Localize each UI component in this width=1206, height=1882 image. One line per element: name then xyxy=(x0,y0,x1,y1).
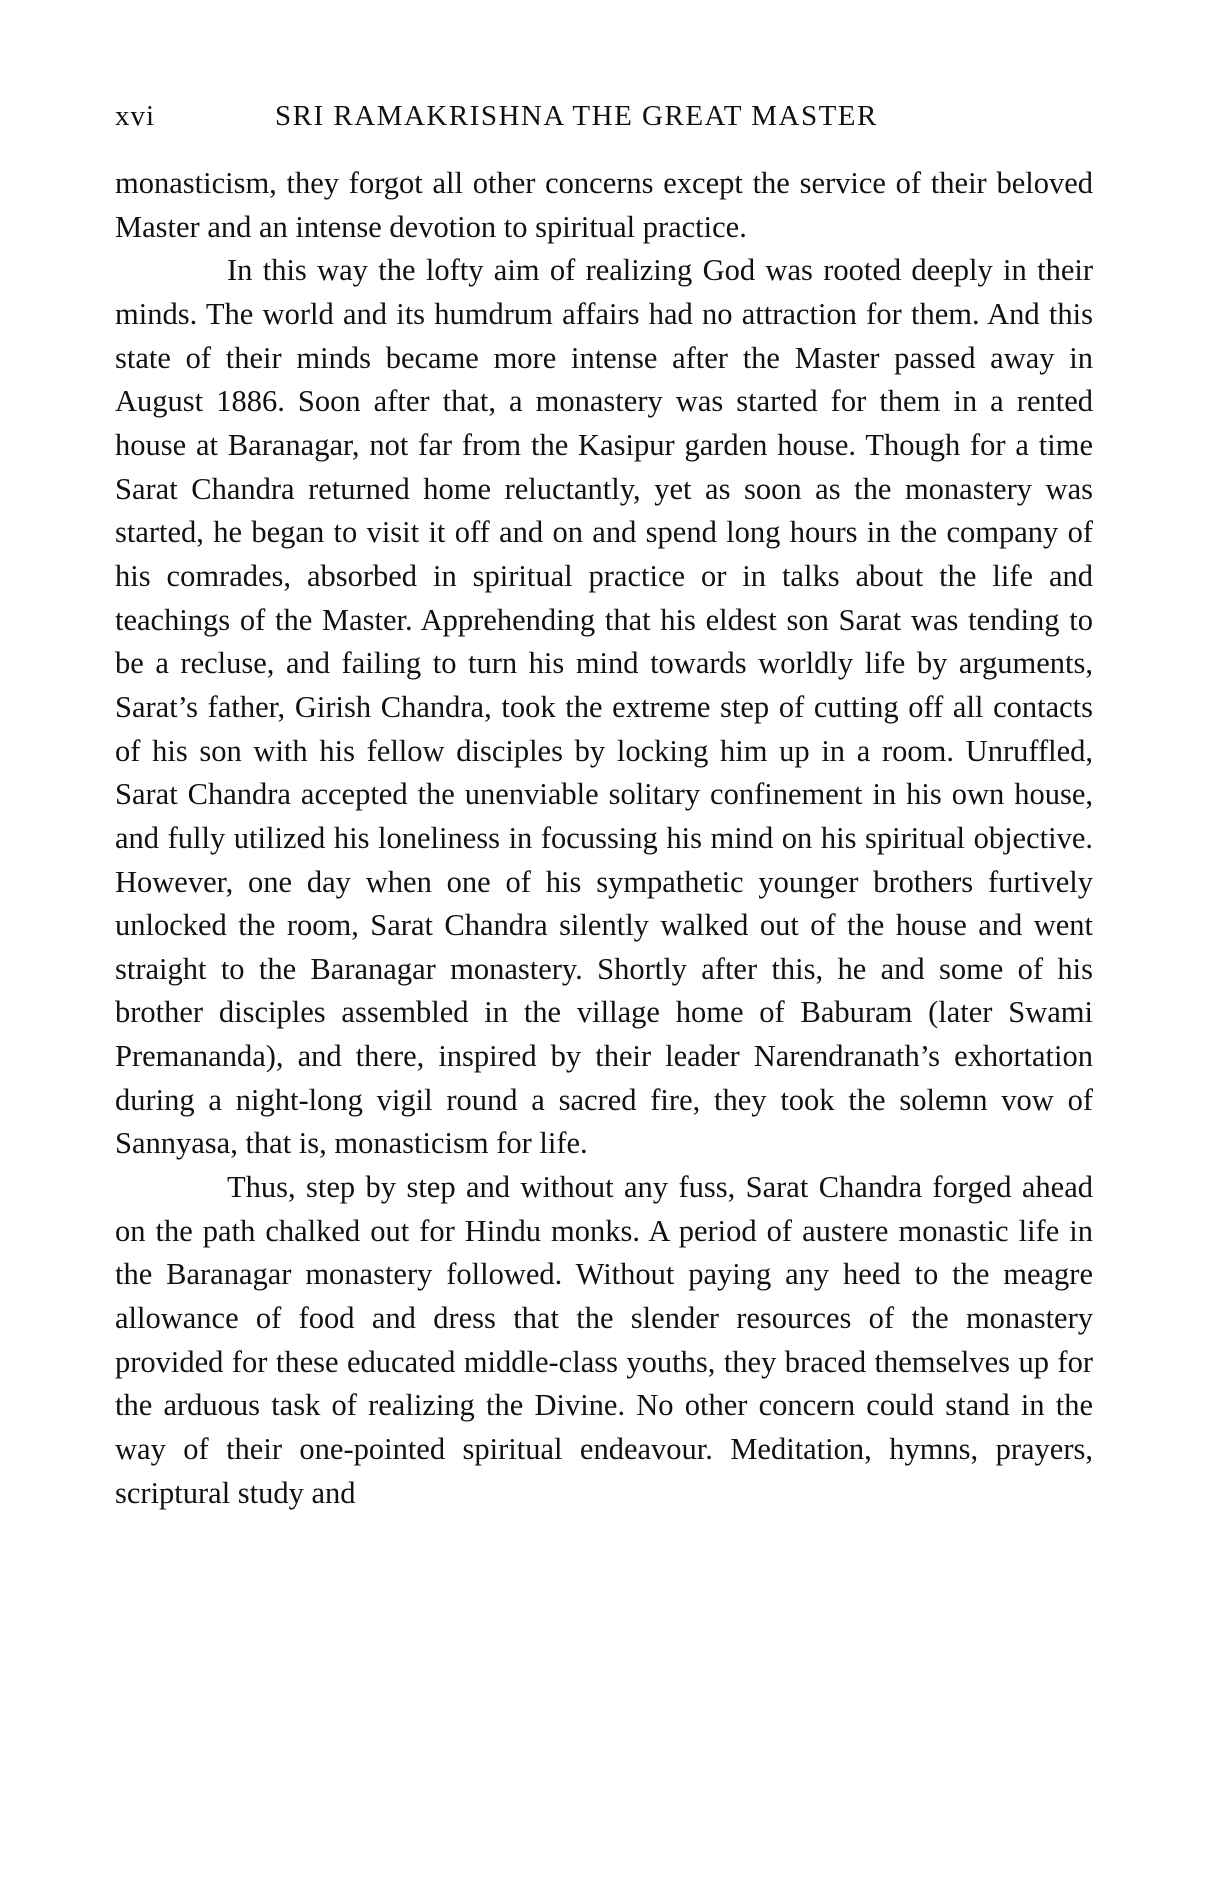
running-title: SRI RAMAKRISHNA THE GREAT MASTER xyxy=(275,100,878,132)
page-header xyxy=(115,100,1095,140)
paragraph-continued: monasticism, they forgot all other concerns except the service of their beloved Master and an intense devotion to spiritual practice. xyxy=(115,166,1093,244)
page-number: xvi xyxy=(115,100,156,132)
body-text xyxy=(115,162,1093,1515)
paragraph-baranagar-monastery: In this way the lofty aim of realizing God was rooted deeply in their minds. The world and its humdrum affairs had no attraction for them. And this state of their minds became more intense after the Master passed away in August 1886. Soon after that, a monastery was started for them in a rented house at Baranagar, not far from the Kasipur garden house. Though for a time Sarat Chandra returned home reluctantly, yet as soon as the monastery was started, he began to visit it off and on and spend long hours in the company of his comrades, absorbed in spiritual practice or in talks about the life and teachings of the Master. Apprehending that his eldest son Sarat was tending to be a recluse, and failing to turn his mind towards worldly life by arguments, Sarat’s father, Girish Chandra, took the extreme step of cutting off all contacts of his son with his fellow disciples by locking him up in a room. Unruffled, Sarat Chandra accepted the unenviable solitary confinement in his own house, and fully utilized his loneliness in focussing his mind on his spiritual objective. However, one day when one of his sympathetic younger brothers furtively unlocked the room, Sarat Chandra silently walked out of the house and went straight to the Baranagar monastery. Shortly after this, he and some of his brother disciples assembled in the village home of Baburam (later Swami Premananda), and there, inspired by their leader Narendranath’s exhortation during a night-long vigil round a sacred fire, they took the solemn vow of Sannyasa, that is, monasticism for life. xyxy=(115,253,1093,1161)
paragraph-monastic-life: Thus, step by step and without any fuss, Sarat Chandra forged ahead on the path chalked out for Hindu monks. A period of austere monastic life in the Baranagar monastery followed. Without paying any heed to the meagre allowance of food and dress that the slender resources of the monastery provided for these educated middle-class youths, they braced themselves up for the arduous task of realizing the Divine. No other concern could stand in the way of their one-pointed spiritual endeavour. Meditation, hymns, prayers, scriptural study and xyxy=(115,1170,1093,1510)
